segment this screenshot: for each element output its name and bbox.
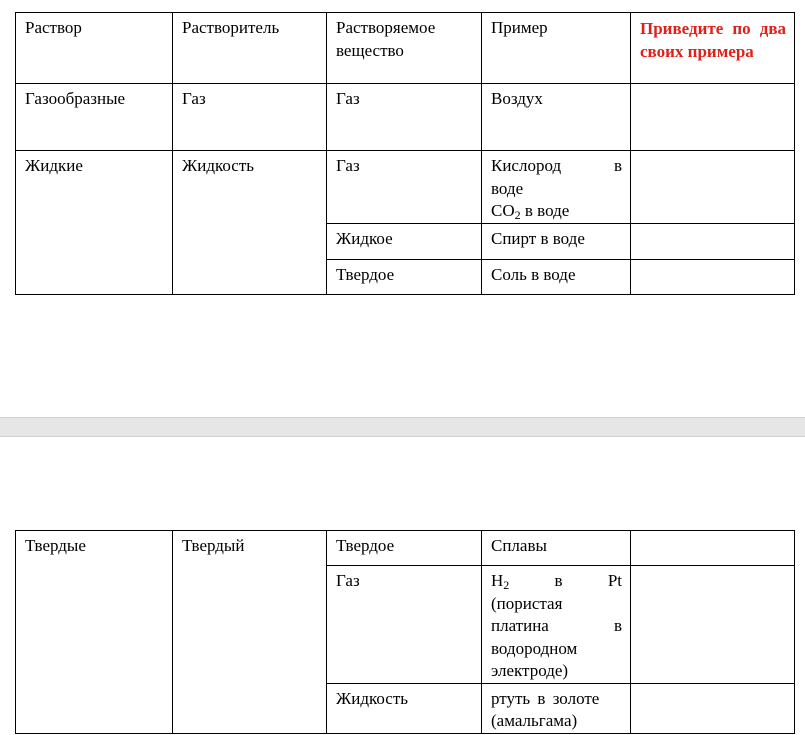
cell-example: Соль в воде xyxy=(482,259,631,294)
cell-solvent: Жидкость xyxy=(173,151,327,295)
cell-solute: Газ xyxy=(327,566,482,684)
cell-own-example xyxy=(631,566,795,684)
cell-solute: Твердое xyxy=(327,259,482,294)
cell-solution: Газообразные xyxy=(16,84,173,151)
cell-example: ртуть в золоте (амальгама) xyxy=(482,683,631,733)
header-own-examples: Приведите по два своих примера xyxy=(631,13,795,84)
cell-solvent: Твердый xyxy=(173,531,327,734)
document-page-2 xyxy=(0,437,805,735)
cell-solute: Жидкость xyxy=(327,683,482,733)
cell-solution: Жидкие xyxy=(16,151,173,295)
cell-own-example xyxy=(631,259,795,294)
cell-own-example xyxy=(631,151,795,224)
cell-example: Сплавы xyxy=(482,531,631,566)
cell-example: Воздух xyxy=(482,84,631,151)
header-solute: Растворяемое вещество xyxy=(327,13,482,84)
table-row xyxy=(16,151,795,224)
table-row xyxy=(16,84,795,151)
cell-solvent: Газ xyxy=(173,84,327,151)
table-row xyxy=(16,531,795,566)
cell-example: Кислород в воде $CO_2$ в воде xyxy=(482,151,631,224)
cropped-text-fragment xyxy=(34,0,46,1)
cell-own-example xyxy=(631,531,795,566)
solutions-table-bottom xyxy=(15,530,795,734)
cell-solute: Твердое xyxy=(327,531,482,566)
solutions-table-top xyxy=(15,12,795,295)
cell-solution: Твердые xyxy=(16,531,173,734)
cell-own-example xyxy=(631,223,795,259)
cell-own-example xyxy=(631,683,795,733)
header-example: Пример xyxy=(482,13,631,84)
cell-example: $H_2$ в Pt (пористая платина в водородном электроде) xyxy=(482,566,631,684)
cell-solute: Газ xyxy=(327,84,482,151)
header-solution: Раствор xyxy=(16,13,173,84)
table-header-row xyxy=(16,13,795,84)
page-break-gap xyxy=(0,417,805,437)
cell-solute: Газ xyxy=(327,151,482,224)
cell-own-example xyxy=(631,84,795,151)
header-solvent: Растворитель xyxy=(173,13,327,84)
cell-example: Спирт в воде xyxy=(482,223,631,259)
cell-solute: Жидкое xyxy=(327,223,482,259)
